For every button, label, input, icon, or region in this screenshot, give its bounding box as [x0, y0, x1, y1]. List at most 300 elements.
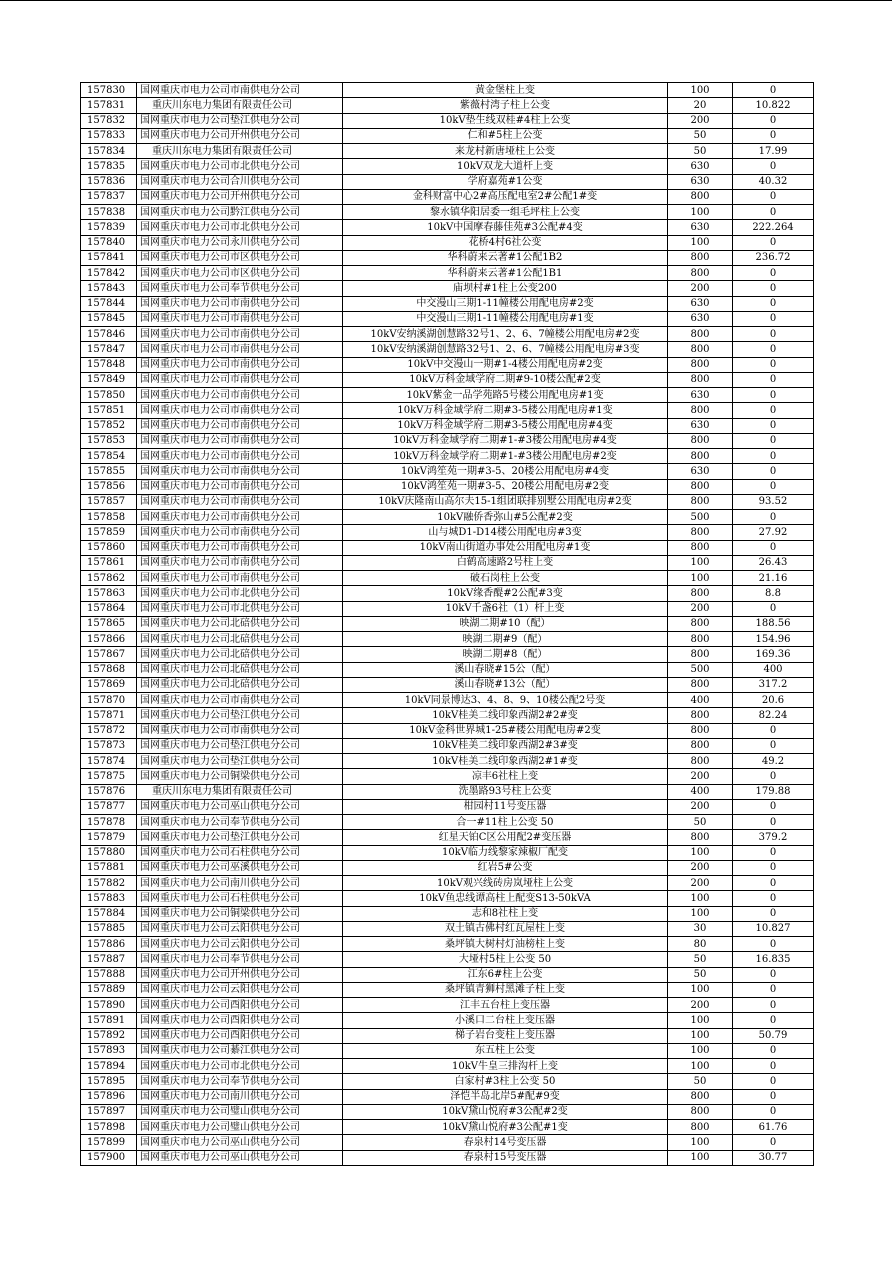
load-value: 169.36 [733, 647, 814, 662]
transformer-name: 仁和#5柱上公变 [343, 128, 668, 143]
table-row [81, 891, 814, 906]
capacity-value: 200 [668, 769, 733, 784]
row-id: 157889 [81, 982, 137, 997]
load-value: 10.827 [733, 921, 814, 936]
transformer-name: 梯子岩台变柱上变压器 [343, 1028, 668, 1043]
row-id: 157886 [81, 937, 137, 952]
table-row [81, 266, 814, 281]
company-name: 国网重庆市电力公司巫溪供电分公司 [137, 860, 343, 875]
capacity-value: 800 [668, 189, 733, 204]
table-row [81, 632, 814, 647]
company-name: 重庆川东电力集团有限责任公司 [137, 784, 343, 799]
table-row [81, 1043, 814, 1058]
transformer-name: 10kV紫金一品学苑路5号楼公用配电房#1变 [343, 388, 668, 403]
transformer-name: 10kV鸿笙苑一期#3-5、20楼公用配电房#2变 [343, 479, 668, 494]
table-row [81, 128, 814, 143]
company-name: 国网重庆市电力公司永川供电分公司 [137, 235, 343, 250]
company-name: 重庆川东电力集团有限责任公司 [137, 144, 343, 159]
load-value: 0 [733, 449, 814, 464]
table-row [81, 1135, 814, 1150]
table-row [81, 205, 814, 220]
capacity-value: 800 [668, 830, 733, 845]
company-name: 国网重庆市电力公司市南供电分公司 [137, 464, 343, 479]
capacity-value: 200 [668, 998, 733, 1013]
row-id: 157835 [81, 159, 137, 174]
row-id: 157844 [81, 296, 137, 311]
capacity-value: 100 [668, 845, 733, 860]
company-name: 国网重庆市电力公司北碚供电分公司 [137, 616, 343, 631]
company-name: 国网重庆市电力公司北碚供电分公司 [137, 647, 343, 662]
load-value: 0 [733, 327, 814, 342]
capacity-value: 100 [668, 83, 733, 98]
row-id: 157859 [81, 525, 137, 540]
transformer-name: 10kV鸿笙苑一期#3-5、20楼公用配电房#4变 [343, 464, 668, 479]
company-name: 国网重庆市电力公司北碚供电分公司 [137, 662, 343, 677]
load-value: 26.43 [733, 555, 814, 570]
table-row [81, 708, 814, 723]
capacity-value: 800 [668, 754, 733, 769]
company-name: 国网重庆市电力公司奉节供电分公司 [137, 281, 343, 296]
table-row [81, 433, 814, 448]
load-value: 0 [733, 845, 814, 860]
row-id: 157871 [81, 708, 137, 723]
row-id: 157873 [81, 738, 137, 753]
capacity-value: 100 [668, 982, 733, 997]
transformer-name: 映湖二期#8（配） [343, 647, 668, 662]
transformer-name: 洗墨路93号柱上公变 [343, 784, 668, 799]
capacity-value: 100 [668, 906, 733, 921]
capacity-value: 630 [668, 159, 733, 174]
company-name: 重庆川东电力集团有限责任公司 [137, 98, 343, 113]
capacity-value: 800 [668, 525, 733, 540]
transformer-table [80, 82, 814, 1166]
transformer-name: 大垭村5柱上公变 50 [343, 952, 668, 967]
transformer-name: 红岩5#公变 [343, 860, 668, 875]
table-row [81, 830, 814, 845]
company-name: 国网重庆市电力公司巫山供电分公司 [137, 799, 343, 814]
load-value: 379.2 [733, 830, 814, 845]
load-value: 0 [733, 113, 814, 128]
transformer-name: 10kV万科金域学府二期#1-#3楼公用配电房#2变 [343, 449, 668, 464]
company-name: 国网重庆市电力公司南川供电分公司 [137, 876, 343, 891]
table-row [81, 860, 814, 875]
transformer-name: 10kV融侨香弥山#5公配#2变 [343, 510, 668, 525]
company-name: 国网重庆市电力公司巫山供电分公司 [137, 1135, 343, 1150]
company-name: 国网重庆市电力公司市区供电分公司 [137, 250, 343, 265]
transformer-name: 10kV桂美二线印象西湖2#2#变 [343, 708, 668, 723]
table-row [81, 876, 814, 891]
transformer-name: 10kV万科金域学府二期#1-#3楼公用配电房#4变 [343, 433, 668, 448]
table-row [81, 738, 814, 753]
table-row [81, 1059, 814, 1074]
load-value: 0 [733, 540, 814, 555]
table-row [81, 189, 814, 204]
capacity-value: 630 [668, 296, 733, 311]
capacity-value: 80 [668, 937, 733, 952]
load-value: 0 [733, 464, 814, 479]
transformer-name: 学府嘉苑#1公变 [343, 174, 668, 189]
load-value: 49.2 [733, 754, 814, 769]
table-row [81, 906, 814, 921]
row-id: 157877 [81, 799, 137, 814]
row-id: 157857 [81, 494, 137, 509]
table-row [81, 1120, 814, 1135]
transformer-name: 桑坪镇青狮村黑滩子柱上变 [343, 982, 668, 997]
load-value: 93.52 [733, 494, 814, 509]
row-id: 157878 [81, 815, 137, 830]
capacity-value: 800 [668, 372, 733, 387]
capacity-value: 200 [668, 876, 733, 891]
company-name: 国网重庆市电力公司铜梁供电分公司 [137, 906, 343, 921]
capacity-value: 630 [668, 220, 733, 235]
row-id: 157839 [81, 220, 137, 235]
company-name: 国网重庆市电力公司市区供电分公司 [137, 266, 343, 281]
load-value: 222.264 [733, 220, 814, 235]
load-value: 0 [733, 128, 814, 143]
row-id: 157890 [81, 998, 137, 1013]
capacity-value: 800 [668, 723, 733, 738]
capacity-value: 100 [668, 1028, 733, 1043]
transformer-name: 泽恺半岛北岸5#配#9变 [343, 1089, 668, 1104]
table-row [81, 235, 814, 250]
company-name: 国网重庆市电力公司巫山供电分公司 [137, 1150, 343, 1165]
company-name: 国网重庆市电力公司市南供电分公司 [137, 510, 343, 525]
company-name: 国网重庆市电力公司黔江供电分公司 [137, 205, 343, 220]
company-name: 国网重庆市电力公司垫江供电分公司 [137, 708, 343, 723]
transformer-name: 桑坪镇大树村灯油榜柱上变 [343, 937, 668, 952]
row-id: 157881 [81, 860, 137, 875]
table-row [81, 479, 814, 494]
capacity-value: 800 [668, 540, 733, 555]
table-row [81, 357, 814, 372]
table-row [81, 372, 814, 387]
load-value: 0 [733, 1089, 814, 1104]
row-id: 157831 [81, 98, 137, 113]
capacity-value: 500 [668, 662, 733, 677]
transformer-name: 10kV临力线黎家辣椒厂配变 [343, 845, 668, 860]
capacity-value: 50 [668, 1074, 733, 1089]
company-name: 国网重庆市电力公司市北供电分公司 [137, 586, 343, 601]
load-value: 0 [733, 1074, 814, 1089]
table-row [81, 1013, 814, 1028]
transformer-name: 10kV黛山悦府#3公配#2变 [343, 1104, 668, 1119]
load-value: 0 [733, 723, 814, 738]
capacity-value: 800 [668, 449, 733, 464]
capacity-value: 100 [668, 235, 733, 250]
capacity-value: 50 [668, 815, 733, 830]
company-name: 国网重庆市电力公司市南供电分公司 [137, 540, 343, 555]
company-name: 国网重庆市电力公司市南供电分公司 [137, 571, 343, 586]
capacity-value: 500 [668, 510, 733, 525]
transformer-name: 来龙村新唐垭柱上公变 [343, 144, 668, 159]
company-name: 国网重庆市电力公司铜梁供电分公司 [137, 769, 343, 784]
row-id: 157845 [81, 311, 137, 326]
transformer-name: 江东6#柱上公变 [343, 967, 668, 982]
transformer-name: 10kV万科金域学府二期#9-10楼公配#2变 [343, 372, 668, 387]
company-name: 国网重庆市电力公司市南供电分公司 [137, 494, 343, 509]
company-name: 国网重庆市电力公司市北供电分公司 [137, 220, 343, 235]
company-name: 国网重庆市电力公司北碚供电分公司 [137, 632, 343, 647]
page-top-rule [0, 0, 892, 1]
row-id: 157850 [81, 388, 137, 403]
load-value: 27.92 [733, 525, 814, 540]
capacity-value: 800 [668, 250, 733, 265]
load-value: 0 [733, 1013, 814, 1028]
row-id: 157849 [81, 372, 137, 387]
capacity-value: 200 [668, 799, 733, 814]
table-row [81, 769, 814, 784]
capacity-value: 400 [668, 784, 733, 799]
transformer-name: 紫薇村湾子柱上公变 [343, 98, 668, 113]
capacity-value: 800 [668, 479, 733, 494]
transformer-name: 江丰五台柱上变压器 [343, 998, 668, 1013]
table-row [81, 754, 814, 769]
company-name: 国网重庆市电力公司市南供电分公司 [137, 693, 343, 708]
capacity-value: 200 [668, 281, 733, 296]
transformer-name: 10kV万科金域学府二期#3-5楼公用配电房#4变 [343, 418, 668, 433]
row-id: 157856 [81, 479, 137, 494]
table-row [81, 494, 814, 509]
transformer-name: 黄金堡柱上变 [343, 83, 668, 98]
table-row [81, 327, 814, 342]
company-name: 国网重庆市电力公司市北供电分公司 [137, 1059, 343, 1074]
capacity-value: 630 [668, 311, 733, 326]
load-value: 20.6 [733, 693, 814, 708]
row-id: 157851 [81, 403, 137, 418]
company-name: 国网重庆市电力公司云阳供电分公司 [137, 937, 343, 952]
table-row [81, 799, 814, 814]
load-value: 188.56 [733, 616, 814, 631]
load-value: 0 [733, 891, 814, 906]
capacity-value: 630 [668, 464, 733, 479]
table-row [81, 311, 814, 326]
capacity-value: 630 [668, 388, 733, 403]
row-id: 157847 [81, 342, 137, 357]
load-value: 0 [733, 769, 814, 784]
load-value: 30.77 [733, 1150, 814, 1165]
table-row [81, 159, 814, 174]
table-row [81, 388, 814, 403]
company-name: 国网重庆市电力公司酉阳供电分公司 [137, 1013, 343, 1028]
company-name: 国网重庆市电力公司市北供电分公司 [137, 159, 343, 174]
row-id: 157834 [81, 144, 137, 159]
company-name: 国网重庆市电力公司开州供电分公司 [137, 128, 343, 143]
capacity-value: 100 [668, 891, 733, 906]
company-name: 国网重庆市电力公司合川供电分公司 [137, 174, 343, 189]
capacity-value: 800 [668, 1089, 733, 1104]
table-row [81, 921, 814, 936]
company-name: 国网重庆市电力公司垫江供电分公司 [137, 113, 343, 128]
transformer-name: 双土镇古佛村红瓦屋柱上变 [343, 921, 668, 936]
load-value: 0 [733, 357, 814, 372]
transformer-name: 10kV千盏6社（1）杆上变 [343, 601, 668, 616]
table-row [81, 1028, 814, 1043]
capacity-value: 800 [668, 738, 733, 753]
transformer-name: 10kV庆隆南山高尔夫15-1组团联排别墅公用配电房#2变 [343, 494, 668, 509]
load-value: 0 [733, 906, 814, 921]
transformer-name: 破石岗柱上公变 [343, 571, 668, 586]
load-value: 8.8 [733, 586, 814, 601]
transformer-name: 白鹤高速路2号柱上变 [343, 555, 668, 570]
table-row [81, 525, 814, 540]
transformer-name: 志和8社柱上变 [343, 906, 668, 921]
capacity-value: 800 [668, 494, 733, 509]
transformer-name: 10kV金科世界城1-25#楼公用配电房#2变 [343, 723, 668, 738]
row-id: 157863 [81, 586, 137, 601]
company-name: 国网重庆市电力公司开州供电分公司 [137, 967, 343, 982]
capacity-value: 20 [668, 98, 733, 113]
row-id: 157900 [81, 1150, 137, 1165]
row-id: 157894 [81, 1059, 137, 1074]
row-id: 157874 [81, 754, 137, 769]
row-id: 157860 [81, 540, 137, 555]
row-id: 157883 [81, 891, 137, 906]
transformer-name: 黎水镇华阳居委一组毛坪柱上公变 [343, 205, 668, 220]
table-row [81, 418, 814, 433]
row-id: 157832 [81, 113, 137, 128]
table-row [81, 998, 814, 1013]
load-value: 236.72 [733, 250, 814, 265]
load-value: 0 [733, 1043, 814, 1058]
load-value: 0 [733, 510, 814, 525]
load-value: 0 [733, 403, 814, 418]
load-value: 0 [733, 433, 814, 448]
load-value: 17.99 [733, 144, 814, 159]
company-name: 国网重庆市电力公司璧山供电分公司 [137, 1104, 343, 1119]
transformer-name: 中交漫山三期1-11幢楼公用配电房#1变 [343, 311, 668, 326]
row-id: 157862 [81, 571, 137, 586]
transformer-name: 花桥4村6社公变 [343, 235, 668, 250]
transformer-name: 红星天铂C区公用配2#变压器 [343, 830, 668, 845]
row-id: 157885 [81, 921, 137, 936]
capacity-value: 800 [668, 403, 733, 418]
transformer-name: 山与城D1-D14楼公用配电房#3变 [343, 525, 668, 540]
capacity-value: 800 [668, 327, 733, 342]
row-id: 157833 [81, 128, 137, 143]
row-id: 157840 [81, 235, 137, 250]
table-row [81, 540, 814, 555]
company-name: 国网重庆市电力公司石柱供电分公司 [137, 891, 343, 906]
company-name: 国网重庆市电力公司市南供电分公司 [137, 449, 343, 464]
load-value: 0 [733, 876, 814, 891]
table-row [81, 586, 814, 601]
capacity-value: 30 [668, 921, 733, 936]
row-id: 157876 [81, 784, 137, 799]
table-row [81, 449, 814, 464]
capacity-value: 800 [668, 586, 733, 601]
load-value: 0 [733, 738, 814, 753]
company-name: 国网重庆市电力公司云阳供电分公司 [137, 982, 343, 997]
table-row [81, 784, 814, 799]
capacity-value: 630 [668, 174, 733, 189]
row-id: 157899 [81, 1135, 137, 1150]
company-name: 国网重庆市电力公司市南供电分公司 [137, 388, 343, 403]
row-id: 157867 [81, 647, 137, 662]
row-id: 157884 [81, 906, 137, 921]
table-row [81, 555, 814, 570]
company-name: 国网重庆市电力公司酉阳供电分公司 [137, 1028, 343, 1043]
table-row [81, 1104, 814, 1119]
row-id: 157852 [81, 418, 137, 433]
row-id: 157892 [81, 1028, 137, 1043]
row-id: 157879 [81, 830, 137, 845]
row-id: 157858 [81, 510, 137, 525]
table-row [81, 342, 814, 357]
row-id: 157830 [81, 83, 137, 98]
company-name: 国网重庆市电力公司市北供电分公司 [137, 601, 343, 616]
company-name: 国网重庆市电力公司奉节供电分公司 [137, 815, 343, 830]
transformer-name: 溪山春晓#13公（配） [343, 677, 668, 692]
transformer-name: 10kV同景博达3、4、8、9、10楼公配2号变 [343, 693, 668, 708]
capacity-value: 400 [668, 693, 733, 708]
row-id: 157842 [81, 266, 137, 281]
load-value: 154.96 [733, 632, 814, 647]
capacity-value: 50 [668, 967, 733, 982]
company-name: 国网重庆市电力公司奉节供电分公司 [137, 1074, 343, 1089]
transformer-name: 映湖二期#10（配） [343, 616, 668, 631]
load-value: 179.88 [733, 784, 814, 799]
capacity-value: 200 [668, 860, 733, 875]
table-row [81, 403, 814, 418]
table-row [81, 296, 814, 311]
row-id: 157848 [81, 357, 137, 372]
capacity-value: 50 [668, 952, 733, 967]
table-row [81, 647, 814, 662]
company-name: 国网重庆市电力公司北碚供电分公司 [137, 677, 343, 692]
table-row [81, 83, 814, 98]
transformer-name: 华科蔚来云著#1公配1B2 [343, 250, 668, 265]
capacity-value: 100 [668, 571, 733, 586]
transformer-name: 10kV黛山悦府#3公配#1变 [343, 1120, 668, 1135]
company-name: 国网重庆市电力公司云阳供电分公司 [137, 921, 343, 936]
transformer-name: 10kV安纳溪湖创慧路32号1、2、6、7幢楼公用配电房#3变 [343, 342, 668, 357]
company-name: 国网重庆市电力公司市南供电分公司 [137, 342, 343, 357]
row-id: 157896 [81, 1089, 137, 1104]
load-value: 0 [733, 388, 814, 403]
capacity-value: 800 [668, 677, 733, 692]
load-value: 21.16 [733, 571, 814, 586]
transformer-name: 映湖二期#9（配） [343, 632, 668, 647]
company-name: 国网重庆市电力公司南川供电分公司 [137, 1089, 343, 1104]
transformer-name: 华科蔚来云著#1公配1B1 [343, 266, 668, 281]
row-id: 157880 [81, 845, 137, 860]
transformer-name: 10kV双龙大道杆上变 [343, 159, 668, 174]
load-value: 400 [733, 662, 814, 677]
transformer-name: 中交漫山三期1-11幢楼公用配电房#2变 [343, 296, 668, 311]
row-id: 157843 [81, 281, 137, 296]
transformer-name: 10kV牛皇三排沟杆上变 [343, 1059, 668, 1074]
row-id: 157865 [81, 616, 137, 631]
transformer-name: 10kV桂美二线印象西湖2#3#变 [343, 738, 668, 753]
company-name: 国网重庆市电力公司市南供电分公司 [137, 403, 343, 418]
table-row [81, 662, 814, 677]
table-row [81, 967, 814, 982]
company-name: 国网重庆市电力公司市南供电分公司 [137, 433, 343, 448]
table-row [81, 510, 814, 525]
company-name: 国网重庆市电力公司市南供电分公司 [137, 311, 343, 326]
load-value: 0 [733, 266, 814, 281]
table-row [81, 1089, 814, 1104]
capacity-value: 100 [668, 1013, 733, 1028]
capacity-value: 800 [668, 266, 733, 281]
row-id: 157861 [81, 555, 137, 570]
row-id: 157864 [81, 601, 137, 616]
table-row [81, 250, 814, 265]
capacity-value: 630 [668, 418, 733, 433]
row-id: 157846 [81, 327, 137, 342]
transformer-name: 庙坝村#1柱上公变200 [343, 281, 668, 296]
transformer-name: 10kV垫生线双桂#4柱上公变 [343, 113, 668, 128]
